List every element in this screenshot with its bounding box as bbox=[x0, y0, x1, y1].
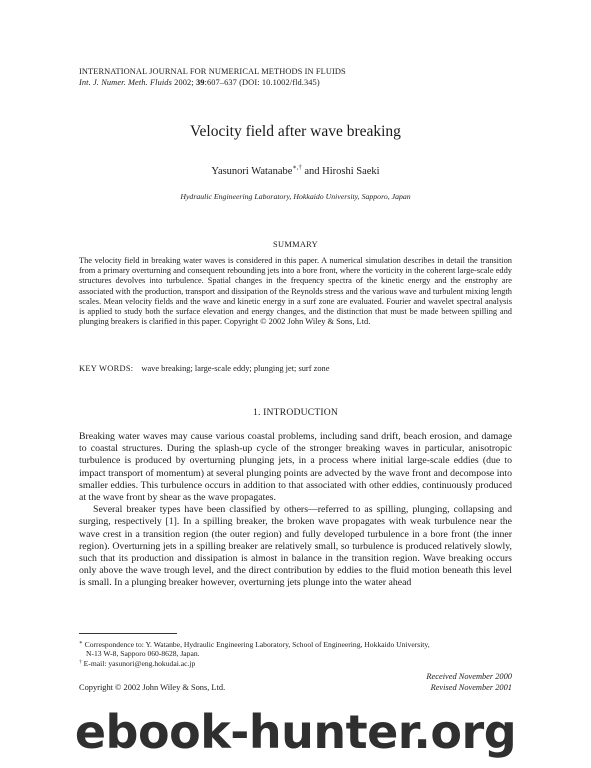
keywords-text: wave breaking; large-scale eddy; plunging jet; surf zone bbox=[141, 364, 330, 373]
revised-date: Revised November 2001 bbox=[430, 683, 512, 692]
journal-abbrev: Int. J. Numer. Meth. Fluids bbox=[79, 77, 172, 87]
footnote-corr-line-2: N-13 W-8, Sapporo 060-8628, Japan. bbox=[86, 649, 200, 659]
paper-title: Velocity field after wave breaking bbox=[190, 123, 401, 140]
author-1-marks: ∗,† bbox=[292, 164, 302, 171]
footnotes bbox=[79, 640, 519, 668]
paragraph: Breaking water waves may cause various coastal problems, including sand drift, beach erosion, and damage to coastal structures. During the splash-up cycle of the stronger breaking waves in particular, anisotropic turbulence is produced by overturning plunging jets, in a process where initial large-scale eddies (due to impact transport of momentum) at several plunging points are advected by the wave front and decompose into smaller eddies. This turbulence occurs in addition to that associated with other eddies, continuously produced at the wave front by shear as the wave propagates. bbox=[79, 431, 512, 504]
author-connector: and bbox=[304, 166, 320, 177]
author-2: Hiroshi Saeki bbox=[322, 166, 380, 177]
footnote-correspondence bbox=[79, 640, 519, 649]
watermark-text: ebook-hunter.org bbox=[74, 705, 517, 759]
keywords-line bbox=[79, 364, 512, 373]
footnote-rule bbox=[79, 633, 177, 634]
author-1: Yasunori Watanabe bbox=[211, 166, 293, 177]
summary-heading: SUMMARY bbox=[273, 240, 318, 249]
journal-citation bbox=[79, 78, 346, 89]
journal-pages-doi: :607–637 (DOI: 10.1002/fld.345) bbox=[204, 77, 320, 87]
affiliation: Hydraulic Engineering Laboratory, Hokkaido University, Sapporo, Japan bbox=[180, 192, 411, 201]
journal-header bbox=[79, 67, 346, 88]
copyright-line: Copyright © 2002 John Wiley & Sons, Ltd. bbox=[79, 683, 226, 692]
footnote-email bbox=[79, 659, 519, 668]
journal-volume: 39 bbox=[195, 77, 205, 87]
footnote-mark-dagger: † bbox=[79, 658, 82, 665]
journal-year: 2002; bbox=[174, 77, 194, 87]
footnote-email-text: E-mail: yasunori@eng.hokudai.ac.jp bbox=[83, 658, 196, 668]
received-dates bbox=[300, 671, 512, 693]
paragraph: Several breaker types have been classified by others—referred to as spilling, plunging, collapsing and surging, respectively [1]. In a spilling breaker, the broken wave propagates with weak turbulence near the wave crest in a transition region (the outer region) and fully developed turbulence in a bore front (the inner region). Overturning jets in a spilling breaker are relatively small, so turbulence is produced relatively slowly, such that its production and dissipation is almost in balance in the transition region. Wave breaking occurs only above the wave trough level, and the direct contribution by eddies to the fluid motion beneath this level is small. In a plunging breaker however, overturning jets plunge into the water ahead bbox=[79, 504, 512, 589]
received-date: Received November 2000 bbox=[426, 672, 512, 681]
keywords-label: KEY WORDS: bbox=[79, 364, 134, 373]
footnote-mark-asterisk: ∗ bbox=[79, 640, 83, 646]
summary-text: The velocity field in breaking water waves is considered in this paper. A numerical simulation describes in detail the transition from a primary overturning and consequent rebounding jets into a bore front, where the vorticity in the coherent large-scale eddy structures devolves into turbulence. Spatial changes in the frequency spectra of the kinetic energy and the enstrophy are associated with the production, transport and dissipation of the Reynolds stress and the various wave and turbulent mixing length scales. Mean velocity fields and the wave and kinetic energy in a surf zone are evaluated. Fourier and wavelet spectral analysis is applied to study both the surface elevation and energy changes, and the distinction that must be made between spilling and plunging breakers is clarified in this paper. Copyright © 2002 John Wiley & Sons, Ltd. bbox=[79, 256, 512, 327]
journal-name: INTERNATIONAL JOURNAL FOR NUMERICAL METHODS IN FLUIDS bbox=[79, 67, 346, 76]
section-heading: 1. INTRODUCTION bbox=[252, 407, 339, 418]
author-line bbox=[0, 166, 591, 177]
introduction-body bbox=[79, 431, 512, 590]
footnote-corr-line-1: Correspondence to: Y. Watanbe, Hydraulic Engineering Laboratory, School of Engineering, Hokkaido University, bbox=[84, 640, 430, 649]
